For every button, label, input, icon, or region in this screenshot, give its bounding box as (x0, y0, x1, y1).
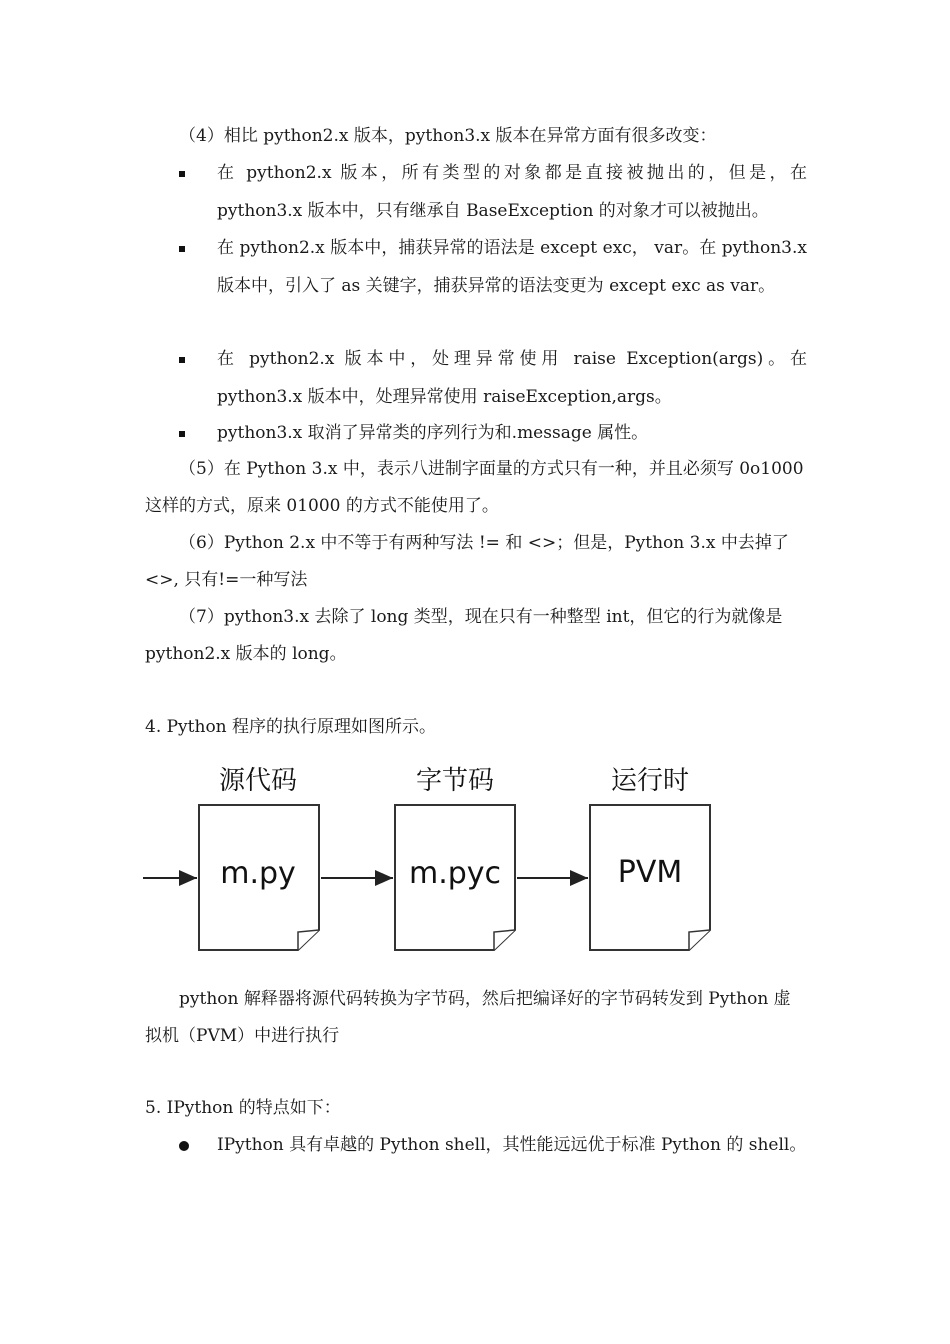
bytecode-file-label: m.pyc (408, 856, 502, 891)
list-item (145, 1127, 807, 1165)
list-item (145, 415, 807, 453)
bullet-text: python3.x 取消了异常类的序列行为和.message 属性。 (217, 423, 649, 443)
bullet-text: 在 python2.x 版本中，捕获异常的语法是 except exc， var。在 python3.x 版本中，引入了 as 关键字，捕获异常的语法变更为 except exc as var。 (217, 238, 807, 296)
square-bullet-icon (179, 230, 193, 268)
point-6: （6）Python 2.x 中不等于有两种写法 != 和 <>；但是，Python 3.x 中去掉了<>, 只有!=一种写法 (145, 533, 789, 590)
heading-5: 5. IPython 的特点如下： (145, 1098, 341, 1118)
list-item (145, 341, 807, 416)
heading-4: 4. Python 程序的执行原理如图所示。 (145, 717, 437, 737)
bullet-text: IPython 具有卓越的 Python shell，其性能远远优于标准 Python 的 shell。 (217, 1135, 807, 1155)
source-file-box (199, 805, 319, 950)
round-bullet-icon (179, 1127, 193, 1165)
runtime-label: PVM (617, 855, 683, 890)
section4-intro: （4）相比 python2.x 版本，python3.x 版本在异常方面有很多改变： (179, 126, 717, 146)
bullet-text: 在 python2.x 版本，所有类型的对象都是直接被抛出的，但是，在 python3.x 版本中，只有继承自 BaseException 的对象才可以被抛出。 (217, 163, 807, 221)
list-item (145, 230, 807, 305)
square-bullet-icon (179, 415, 193, 453)
diagram-caption: python 解释器将源代码转换为字节码，然后把编译好的字节码转发到 Python 虚拟机（PVM）中进行执行 (145, 989, 791, 1046)
bytecode-file-box (395, 805, 515, 950)
bullet-text: 在 python2.x 版本中，处理异常使用 raise Exception(args)。在 python3.x 版本中，处理异常使用 raiseException,args。 (217, 349, 807, 407)
stage-header-bytecode: 字节码 (415, 766, 495, 796)
stage-header-runtime: 运行时 (610, 766, 690, 796)
stage-header-source: 源代码 (218, 766, 298, 796)
point-7: （7）python3.x 去除了 long 类型，现在只有一种整型 int，但它的行为就像是 python2.x 版本的 long。 (145, 607, 783, 664)
point-5: （5）在 Python 3.x 中，表示八进制字面量的方式只有一种，并且必须写 0o1000 这样的方式，原来 01000 的方式不能使用了。 (145, 459, 804, 516)
runtime-box (590, 805, 710, 950)
square-bullet-icon (179, 341, 193, 379)
list-item (145, 155, 807, 230)
square-bullet-icon (179, 155, 193, 193)
source-file-label: m.py (220, 856, 296, 891)
execution-diagram (140, 760, 720, 960)
